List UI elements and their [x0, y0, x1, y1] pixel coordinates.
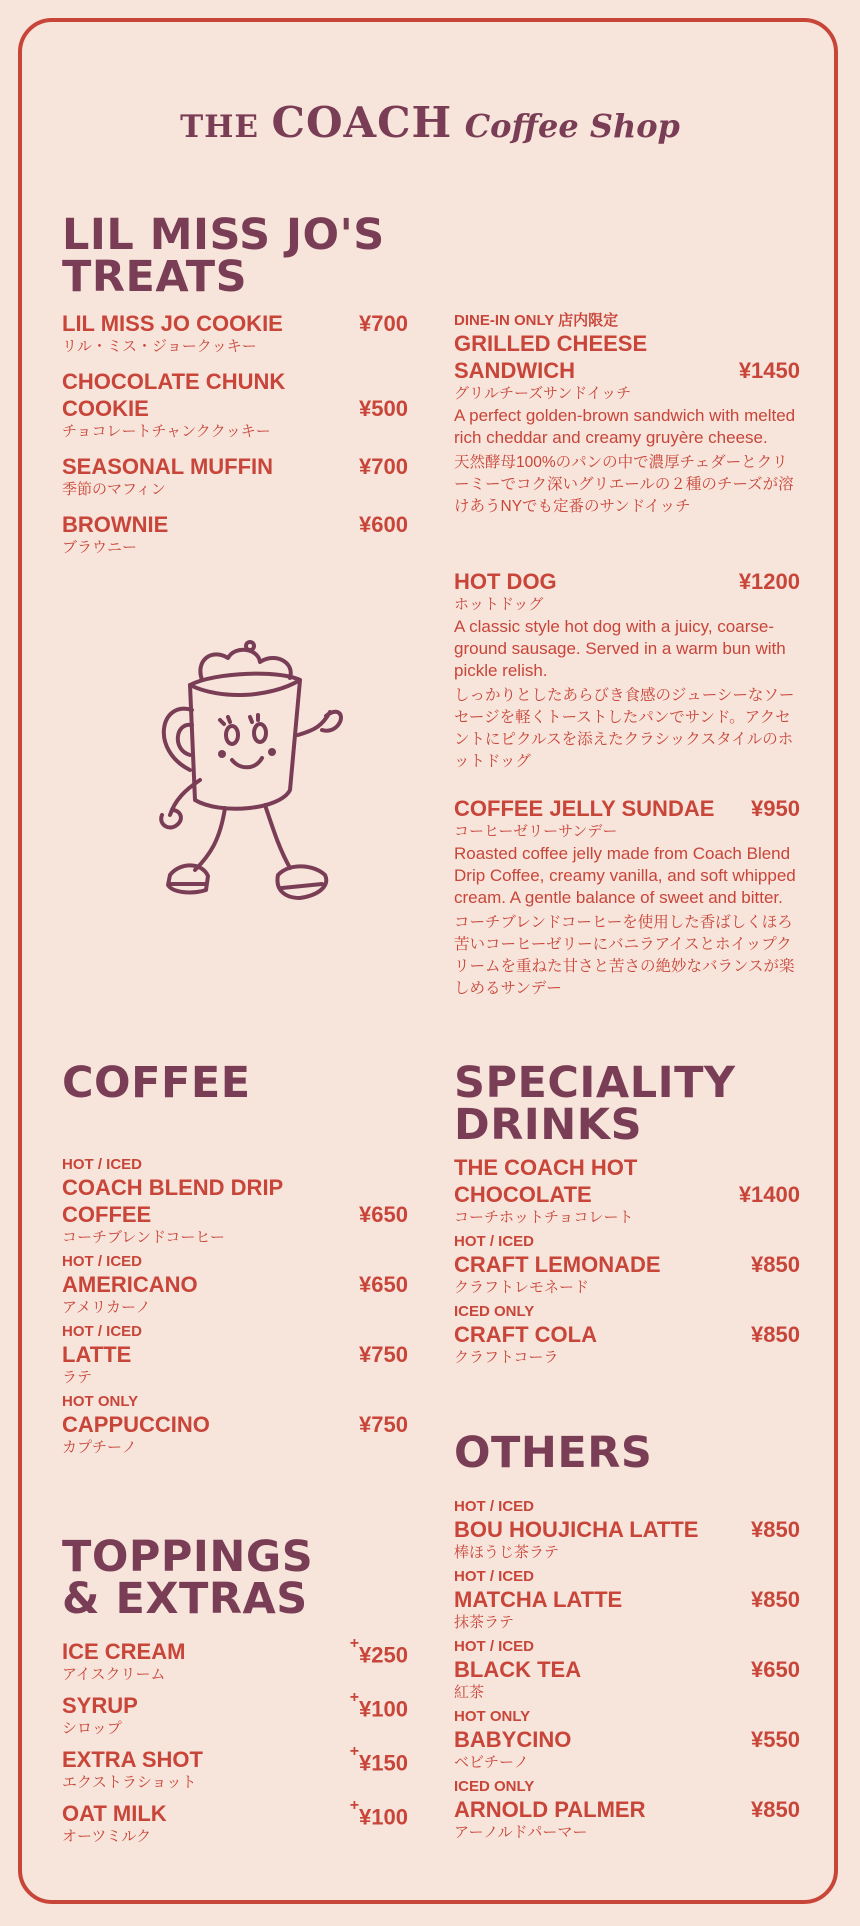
coffee-section	[62, 1058, 408, 1108]
item-price: ¥850	[751, 1252, 800, 1277]
item-name: SYRUP	[62, 1693, 138, 1718]
item-price: ¥600	[359, 512, 408, 537]
toppings-section	[62, 1532, 362, 1624]
item-tag: HOT / ICED	[454, 1498, 535, 1515]
item-jp: リル・ミス・ジョークッキー	[62, 338, 257, 355]
item-price: ¥700	[359, 311, 408, 336]
item-price: ¥1450	[738, 358, 800, 383]
menu-item	[62, 1689, 408, 1738]
item-name: ICE CREAM	[62, 1639, 186, 1664]
item-tag: HOT ONLY	[454, 1708, 531, 1725]
item-tag: ICED ONLY	[454, 1778, 535, 1795]
menu-item	[454, 1708, 800, 1772]
item-jp: 季節のマフィン	[62, 481, 166, 498]
menu-item	[62, 1156, 408, 1247]
item-tag: HOT / ICED	[454, 1568, 535, 1585]
hot-dog-item	[454, 568, 800, 773]
item-price: ¥650	[359, 1272, 408, 1297]
menu-item	[62, 1393, 408, 1457]
item-name: BROWNIE	[62, 512, 169, 537]
item-jp: コーチホットチョコレート	[454, 1209, 634, 1226]
menu-item	[454, 1568, 800, 1632]
walking-coffee-mug-mascot-icon	[140, 640, 380, 940]
item-price: ¥750	[359, 1412, 408, 1437]
item-jp: 棒ほうじ茶ラテ	[454, 1544, 560, 1561]
item-jp: アイスクリーム	[62, 1666, 166, 1683]
item-price: ¥850	[751, 1517, 800, 1542]
item-price: ¥950	[751, 796, 800, 821]
item-jp: クラフトレモネード	[454, 1279, 590, 1296]
others-heading: OTHERS	[454, 1428, 653, 1478]
plus-sign: +	[349, 1797, 360, 1814]
toppings-list	[62, 1635, 408, 1846]
item-price: +¥150	[349, 1743, 408, 1776]
item-tag: HOT ONLY	[62, 1393, 139, 1410]
plus-sign: +	[349, 1689, 360, 1706]
plus-sign: +	[349, 1635, 360, 1652]
menu-item	[454, 1233, 800, 1297]
treats-list	[62, 310, 408, 557]
item-tag: HOT / ICED	[62, 1323, 143, 1340]
item-name: CHOCOLATE CHUNK COOKIE	[62, 369, 286, 421]
item-jp: エクストラショット	[62, 1774, 197, 1791]
brand-coach: COACH	[271, 98, 453, 147]
item-description: Roasted coffee jelly made from Coach Blend Drip Coffee, creamy vanilla, and soft whipped cream. A gentle balance of sweet and bitter.	[454, 844, 796, 907]
item-tag: ICED ONLY	[454, 1303, 535, 1320]
item-jp: オーツミルク	[62, 1828, 152, 1845]
treats-heading: LIL MISS JO'S TREATS	[62, 210, 385, 302]
item-name: THE COACH HOT CHOCOLATE	[454, 1155, 638, 1207]
menu-item	[62, 1253, 408, 1317]
item-price: +¥100	[349, 1689, 408, 1722]
item-tag: HOT / ICED	[454, 1233, 535, 1250]
menu-item	[62, 310, 408, 356]
item-price: ¥700	[359, 454, 408, 479]
item-jp: ラテ	[62, 1369, 93, 1386]
item-tag: HOT / ICED	[62, 1156, 143, 1173]
item-price: ¥750	[359, 1342, 408, 1367]
item-price: ¥1200	[738, 569, 800, 594]
item-description: A perfect golden-brown sandwich with melted rich cheddar and creamy gruyère cheese.	[454, 406, 796, 447]
item-price: ¥1400	[738, 1182, 800, 1207]
item-jp: コーチブレンドコーヒー	[62, 1229, 225, 1246]
brand-the: THE	[180, 109, 260, 145]
item-name: AMERICANO	[62, 1272, 198, 1297]
item-tag: HOT / ICED	[454, 1638, 535, 1655]
brand-logo	[0, 98, 860, 147]
speciality-section	[454, 1058, 754, 1150]
menu-item	[62, 1797, 408, 1846]
item-price: ¥850	[751, 1587, 800, 1612]
item-price: ¥650	[359, 1202, 408, 1227]
item-jp: チョコレートチャンククッキー	[62, 423, 271, 440]
item-price: ¥850	[751, 1322, 800, 1347]
menu-item	[62, 511, 408, 557]
item-name: MATCHA LATTE	[454, 1587, 623, 1612]
menu-item	[454, 1154, 800, 1227]
item-price: +¥250	[349, 1635, 408, 1668]
item-name: OAT MILK	[62, 1801, 167, 1826]
menu-item	[454, 568, 800, 595]
coffee-heading: COFFEE	[62, 1058, 251, 1108]
item-jp: ホットドッグ	[454, 596, 544, 613]
item-description-jp: コーチブレンドコーヒーを使用した香ばしくほろ苦いコーヒーゼリーにバニラアイスとホイップクリームを重ねた甘さと苦さの絶妙なバランスが楽しめるサンデー	[454, 914, 795, 997]
item-name: CAPPUCCINO	[62, 1412, 210, 1437]
menu-item	[62, 1323, 408, 1387]
item-jp: コーヒーゼリーサンデー	[454, 823, 618, 840]
menu-item	[454, 1303, 800, 1367]
item-name: SEASONAL MUFFIN	[62, 454, 274, 479]
item-price: ¥850	[751, 1797, 800, 1822]
item-name: BLACK TEA	[454, 1657, 582, 1682]
item-jp: 紅茶	[454, 1684, 485, 1701]
menu-item	[454, 1778, 800, 1842]
item-price: ¥650	[751, 1657, 800, 1682]
item-name: COFFEE JELLY SUNDAE	[454, 796, 715, 821]
item-name: COACH BLEND DRIP COFFEE	[62, 1175, 283, 1227]
item-name: EXTRA SHOT	[62, 1747, 203, 1772]
item-name: CRAFT LEMONADE	[454, 1252, 661, 1277]
item-tag: HOT / ICED	[62, 1253, 143, 1270]
item-jp: クラフトコーラ	[454, 1349, 559, 1366]
speciality-heading: SPECIALITY DRINKS	[454, 1058, 736, 1150]
coffee-list	[62, 1156, 408, 1457]
item-price: +¥100	[349, 1797, 408, 1830]
grilled-cheese-item	[454, 312, 800, 518]
item-price: ¥500	[359, 396, 408, 421]
item-jp: アメリカーノ	[62, 1299, 151, 1316]
menu-item	[454, 795, 800, 822]
item-name: ARNOLD PALMER	[454, 1797, 646, 1822]
menu-item	[62, 1743, 408, 1792]
item-name: BABYCINO	[454, 1727, 572, 1752]
brand-coffee-shop: Coffee Shop	[464, 107, 680, 145]
coffee-jelly-sundae-item	[454, 795, 800, 1000]
item-name: HOT DOG	[454, 569, 557, 594]
item-price: ¥550	[751, 1727, 800, 1752]
item-name: GRILLED CHEESE SANDWICH	[454, 331, 648, 383]
item-jp: 抹茶ラテ	[454, 1614, 515, 1631]
others-section	[454, 1428, 800, 1478]
item-name: CRAFT COLA	[454, 1322, 597, 1347]
menu-item	[454, 330, 800, 384]
menu-item	[62, 453, 408, 499]
item-name: LATTE	[62, 1342, 132, 1367]
item-name: LIL MISS JO COOKIE	[62, 311, 283, 336]
item-tag: DINE-IN ONLY 店内限定	[454, 312, 619, 329]
item-jp: ベビチーノ	[454, 1754, 529, 1771]
item-jp: ブラウニー	[62, 539, 138, 556]
item-description: A classic style hot dog with a juicy, coarse-ground sausage. Served in a warm bun with pickle relish.	[454, 617, 786, 680]
item-jp: シロップ	[62, 1720, 122, 1737]
others-list	[454, 1498, 800, 1842]
menu-item	[62, 368, 408, 441]
item-jp: カプチーノ	[62, 1439, 137, 1456]
toppings-heading: TOPPINGS & EXTRAS	[62, 1532, 314, 1624]
menu-item	[62, 1635, 408, 1684]
speciality-list	[454, 1154, 800, 1367]
item-description-jp: 天然酵母100%のパンの中で濃厚チェダーとクリーミーでコク深いグリエールの２種のチーズが溶けあうNYでも定番のサンドイッチ	[454, 454, 794, 515]
item-jp: アーノルドパーマー	[454, 1824, 588, 1841]
item-description-jp: しっかりとしたあらびき食感のジューシーなソーセージを軽くトーストしたパンでサンド。アクセントにピクルスを添えたクラシックスタイルのホットドッグ	[454, 687, 795, 770]
plus-sign: +	[349, 1743, 360, 1760]
menu-item	[454, 1498, 800, 1562]
menu-item	[454, 1638, 800, 1702]
treats-section	[62, 210, 408, 302]
item-name: BOU HOUJICHA LATTE	[454, 1517, 699, 1542]
item-jp: グリルチーズサンドイッチ	[454, 385, 632, 402]
